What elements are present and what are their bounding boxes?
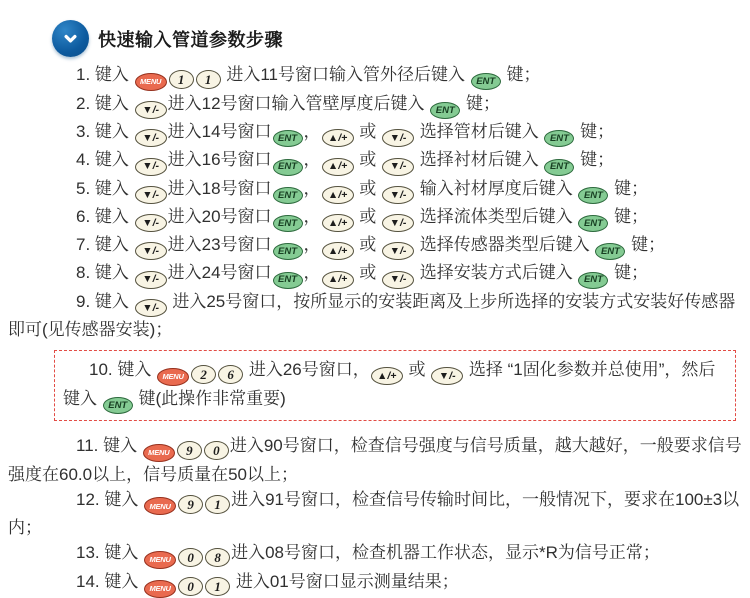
digit-key-icon: 0 [178, 577, 203, 596]
menu-key-icon: MENU [157, 368, 189, 386]
ent-key-icon: ENT [595, 243, 625, 260]
step-11: 11. 键入 MENU 9 0 进入90号窗口，检查信号强度与信号质量，越大越好，一般要求信号强度在60.0以上，信号质量在50以上； [8, 435, 742, 484]
step-13: 13. 键入 MENU 0 8 进入08号窗口，检查机器工作状态，显示*R为信号正常； [8, 540, 742, 569]
ent-key-icon: ENT [273, 272, 303, 289]
arrow-down-key-icon: ▼/- [135, 101, 167, 119]
digit-key-icon: 6 [218, 365, 243, 384]
step-6: 6. 键入 ▼/- 进入20号窗口 ENT ， ▲/+ 或 ▼/- 选择流体类型后键入 ENT 键； [8, 204, 742, 232]
step-10: 10. 键入 MENU 2 6 进入26号窗口， ▲/+ 或 ▼/- 选择 “1固化参数并总使用”，然后键入 ENT 键(此操作非常重要) [63, 357, 727, 414]
steps-list [8, 62, 742, 598]
arrow-down-key-icon: ▼/- [135, 271, 167, 289]
digit-key-icon: 8 [205, 548, 230, 567]
menu-key-icon: MENU [135, 73, 167, 91]
arrow-up-key-icon: ▲/+ [322, 186, 354, 204]
step-5: 5. 键入 ▼/- 进入18号窗口 ENT ， ▲/+ 或 ▼/- 输入衬材厚度后键入 ENT 键； [8, 176, 742, 204]
ent-key-icon: ENT [273, 130, 303, 147]
arrow-up-key-icon: ▲/+ [371, 367, 403, 385]
digit-key-icon: 9 [177, 441, 202, 460]
arrow-down-key-icon: ▼/- [382, 129, 414, 147]
digit-key-icon: 1 [205, 495, 230, 514]
important-step-box [54, 350, 736, 421]
ent-key-icon: ENT [544, 159, 574, 176]
arrow-down-key-icon: ▼/- [135, 158, 167, 176]
ent-key-icon: ENT [273, 187, 303, 204]
digit-key-icon: 1 [169, 70, 194, 89]
menu-key-icon: MENU [143, 444, 175, 462]
arrow-down-key-icon: ▼/- [382, 186, 414, 204]
menu-key-icon: MENU [144, 497, 176, 515]
section-header [52, 20, 283, 57]
menu-key-icon: MENU [144, 551, 176, 569]
digit-key-icon: 0 [178, 548, 203, 567]
arrow-down-key-icon: ▼/- [382, 158, 414, 176]
ent-key-icon: ENT [578, 215, 608, 232]
step-9: 9. 键入 ▼/- 进入25号窗口，按所显示的安装距离及上步所选择的安装方式安装好传感器即可(见传感器安装)； [8, 291, 736, 339]
step-7: 7. 键入 ▼/- 进入23号窗口 ENT ， ▲/+ 或 ▼/- 选择传感器类型后键入 ENT 键； [8, 232, 742, 260]
step-3: 3. 键入 ▼/- 进入14号窗口 ENT ， ▲/+ 或 ▼/- 选择管材后键入 ENT 键； [8, 119, 742, 147]
step-8: 8. 键入 ▼/- 进入24号窗口 ENT ， ▲/+ 或 ▼/- 选择安装方式后键入 ENT 键； [8, 260, 742, 288]
ent-key-icon: ENT [273, 243, 303, 260]
ent-key-icon: ENT [103, 397, 133, 414]
step-14: 14. 键入 MENU 0 1 进入01号窗口显示测量结果； [8, 569, 742, 598]
chevron-down-icon[interactable] [52, 20, 89, 57]
arrow-down-key-icon: ▼/- [382, 271, 414, 289]
digit-key-icon: 1 [196, 70, 221, 89]
arrow-up-key-icon: ▲/+ [322, 214, 354, 232]
arrow-down-key-icon: ▼/- [135, 242, 167, 260]
ent-key-icon: ENT [430, 102, 460, 119]
step-4: 4. 键入 ▼/- 进入16号窗口 ENT ， ▲/+ 或 ▼/- 选择衬材后键入 ENT 键； [8, 147, 742, 175]
arrow-down-key-icon: ▼/- [431, 367, 463, 385]
arrow-up-key-icon: ▲/+ [322, 271, 354, 289]
step-1: 1. 键入 MENU 1 1 进入11号窗口输入管外径后键入 ENT 键； [8, 62, 742, 91]
arrow-down-key-icon: ▼/- [382, 242, 414, 260]
ent-key-icon: ENT [471, 73, 501, 90]
ent-key-icon: ENT [273, 215, 303, 232]
arrow-down-key-icon: ▼/- [135, 129, 167, 147]
ent-key-icon: ENT [544, 130, 574, 147]
arrow-down-key-icon: ▼/- [382, 214, 414, 232]
arrow-down-key-icon: ▼/- [135, 299, 167, 317]
step-2: 2. 键入 ▼/- 进入12号窗口输入管壁厚度后键入 ENT 键； [8, 91, 742, 119]
arrow-down-key-icon: ▼/- [135, 186, 167, 204]
digit-key-icon: 0 [204, 441, 229, 460]
digit-key-icon: 1 [205, 577, 230, 596]
arrow-down-key-icon: ▼/- [135, 214, 167, 232]
page-title: 快速输入管道参数步骤 [98, 29, 283, 50]
digit-key-icon: 9 [178, 495, 203, 514]
menu-key-icon: MENU [144, 580, 176, 598]
arrow-up-key-icon: ▲/+ [322, 129, 354, 147]
arrow-up-key-icon: ▲/+ [322, 242, 354, 260]
ent-key-icon: ENT [578, 272, 608, 289]
ent-key-icon: ENT [273, 159, 303, 176]
digit-key-icon: 2 [191, 365, 216, 384]
arrow-up-key-icon: ▲/+ [322, 158, 354, 176]
step-12: 12. 键入 MENU 9 1 进入91号窗口，检查信号传输时间比，一般情况下，要求在100±3以内； [8, 489, 740, 538]
ent-key-icon: ENT [578, 187, 608, 204]
